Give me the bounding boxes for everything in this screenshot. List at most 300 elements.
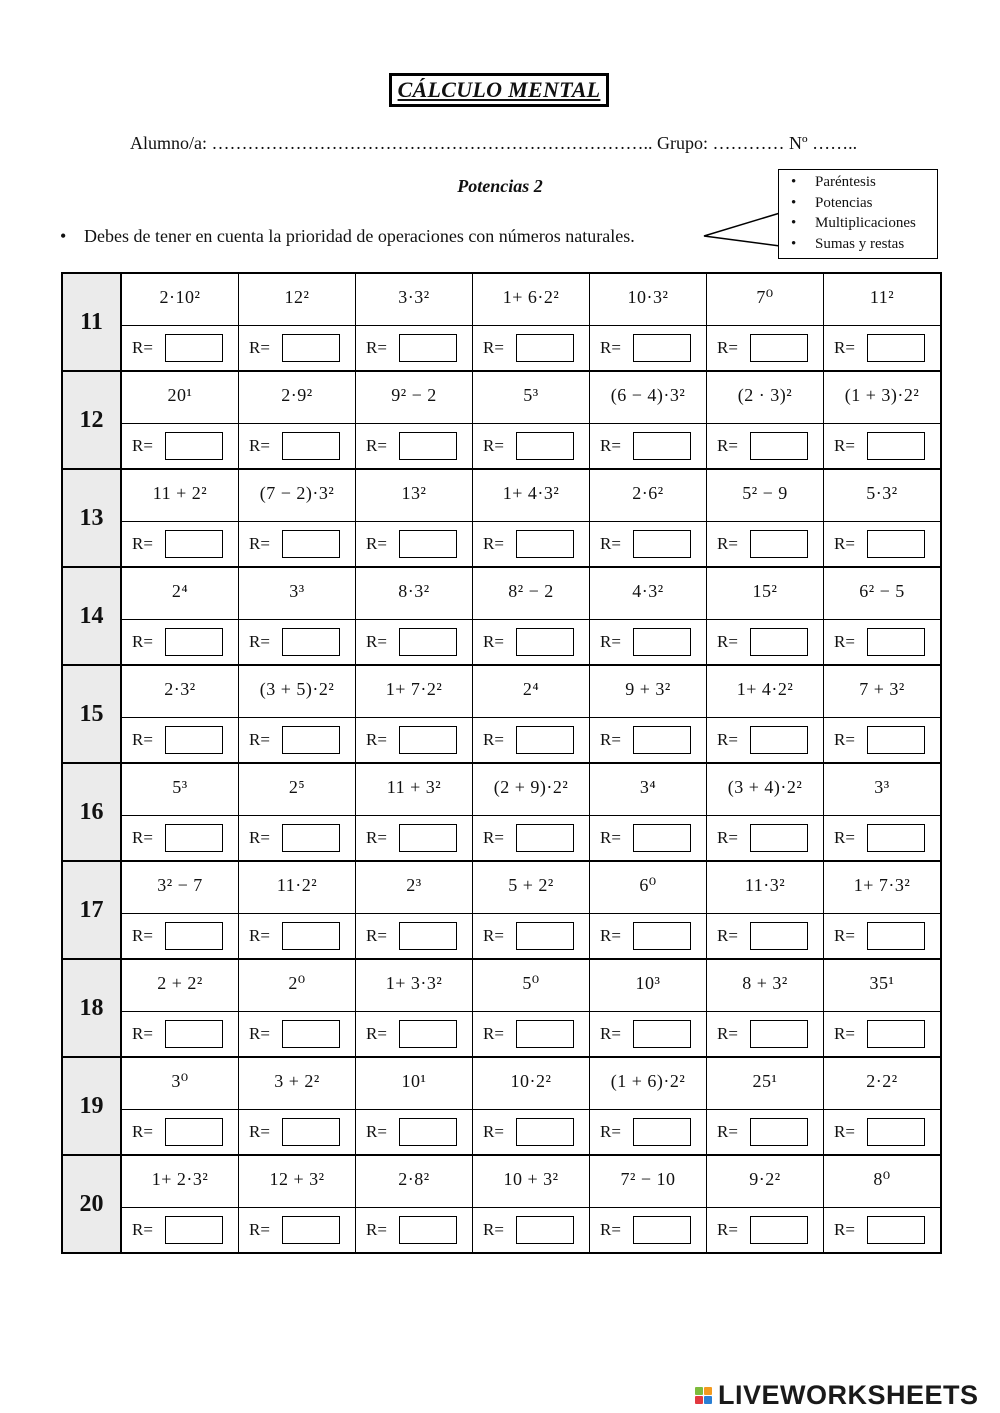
expression-text: 8⁰ <box>873 1169 891 1189</box>
expression-cell <box>473 763 590 816</box>
expression-cell <box>121 1155 239 1208</box>
answer-cell <box>239 326 356 372</box>
expression-cell <box>824 665 942 718</box>
expression-cell <box>121 763 239 816</box>
answer-label: R= <box>366 1122 387 1141</box>
answer-input[interactable] <box>750 530 808 558</box>
expression-cell <box>239 763 356 816</box>
answer-cell <box>473 1110 590 1156</box>
answer-input[interactable] <box>867 432 925 460</box>
answer-label: R= <box>366 436 387 455</box>
expression-cell <box>356 763 473 816</box>
answer-cell <box>590 1110 707 1156</box>
answer-cell <box>824 1110 942 1156</box>
answer-cell <box>473 326 590 372</box>
answer-input[interactable] <box>165 628 223 656</box>
answer-label: R= <box>834 1122 855 1141</box>
answer-row <box>62 326 941 372</box>
expression-text: 11·2² <box>276 875 318 895</box>
answer-label: R= <box>834 730 855 749</box>
answer-input[interactable] <box>165 334 223 362</box>
exercise-number: 15 <box>62 665 121 763</box>
expression-text: 3 + 2² <box>274 1071 320 1091</box>
expression-text: 11 + 3² <box>386 777 442 797</box>
instruction-line <box>60 226 635 247</box>
answer-input[interactable] <box>165 530 223 558</box>
answer-input[interactable] <box>165 1216 223 1244</box>
callout-item <box>791 234 937 255</box>
answer-label: R= <box>834 534 855 553</box>
expression-text: 35¹ <box>869 973 895 993</box>
expression-cell <box>356 1057 473 1110</box>
expression-cell <box>473 665 590 718</box>
answer-input[interactable] <box>750 1216 808 1244</box>
exercise-number: 19 <box>62 1057 121 1155</box>
answer-input[interactable] <box>399 530 457 558</box>
logo-square-blue <box>704 1396 712 1404</box>
answer-cell <box>473 718 590 764</box>
expression-text: 2·2² <box>866 1071 898 1091</box>
expression-text: 1+ 6·2² <box>502 287 560 307</box>
answer-cell <box>121 1208 239 1254</box>
answer-input[interactable] <box>399 1118 457 1146</box>
answer-cell <box>121 914 239 960</box>
expression-text: 13² <box>401 483 427 503</box>
expression-cell <box>590 861 707 914</box>
expression-cell <box>590 763 707 816</box>
expression-cell <box>356 273 473 326</box>
expression-text: 3³ <box>289 581 305 601</box>
answer-label: R= <box>600 534 621 553</box>
answer-cell <box>824 1012 942 1058</box>
expression-cell <box>707 665 824 718</box>
expression-cell <box>590 273 707 326</box>
expression-cell <box>590 469 707 522</box>
expression-text: 2·8² <box>398 1169 430 1189</box>
answer-input[interactable] <box>399 334 457 362</box>
bullet-icon: • <box>791 215 797 231</box>
answer-input[interactable] <box>516 824 574 852</box>
answer-input[interactable] <box>282 1020 340 1048</box>
answer-label: R= <box>483 1024 504 1043</box>
expression-text: 1+ 4·2² <box>736 679 794 699</box>
answer-cell <box>121 326 239 372</box>
answer-row <box>62 522 941 568</box>
answer-label: R= <box>834 926 855 945</box>
answer-label: R= <box>483 730 504 749</box>
answer-label: R= <box>249 338 270 357</box>
answer-input[interactable] <box>633 432 691 460</box>
answer-input[interactable] <box>750 824 808 852</box>
answer-cell <box>590 1208 707 1254</box>
answer-input[interactable] <box>633 726 691 754</box>
answer-input[interactable] <box>516 432 574 460</box>
answer-input[interactable] <box>282 726 340 754</box>
subtitle-text: Potencias 2 <box>457 176 543 196</box>
expression-cell <box>707 1057 824 1110</box>
expression-cell <box>824 763 942 816</box>
answer-input[interactable] <box>516 726 574 754</box>
answer-cell <box>473 620 590 666</box>
answer-input[interactable] <box>399 922 457 950</box>
callout-item-text: Sumas y restas <box>815 235 905 252</box>
answer-input[interactable] <box>633 334 691 362</box>
expression-text: 1+ 2·3² <box>151 1169 209 1189</box>
answer-input[interactable] <box>165 726 223 754</box>
answer-input[interactable] <box>867 1216 925 1244</box>
worksheet-title-text: CÁLCULO MENTAL <box>397 77 601 102</box>
logo-square-green <box>695 1387 703 1395</box>
expression-cell <box>356 1155 473 1208</box>
answer-cell <box>707 620 824 666</box>
answer-label: R= <box>717 1220 738 1239</box>
answer-cell <box>824 1208 942 1254</box>
expression-cell <box>824 1057 942 1110</box>
answer-cell <box>473 1012 590 1058</box>
expression-cell <box>356 469 473 522</box>
answer-label: R= <box>483 632 504 651</box>
answer-label: R= <box>600 632 621 651</box>
answer-cell <box>356 1012 473 1058</box>
answer-row <box>62 914 941 960</box>
answer-input[interactable] <box>750 922 808 950</box>
answer-cell <box>473 1208 590 1254</box>
expression-text: 2·6² <box>632 483 664 503</box>
answer-label: R= <box>366 534 387 553</box>
answer-input[interactable] <box>282 922 340 950</box>
expression-cell <box>590 371 707 424</box>
expression-text: 2⁰ <box>288 973 306 993</box>
expression-cell <box>121 959 239 1012</box>
answer-cell <box>824 816 942 862</box>
expression-cell <box>473 1057 590 1110</box>
expression-cell <box>707 1155 824 1208</box>
answer-input[interactable] <box>867 726 925 754</box>
answer-label: R= <box>600 436 621 455</box>
answer-cell <box>824 914 942 960</box>
expression-text: 15² <box>752 581 778 601</box>
answer-cell <box>590 816 707 862</box>
answer-cell <box>356 424 473 470</box>
answer-label: R= <box>132 436 153 455</box>
expression-row <box>62 371 941 424</box>
expression-cell <box>121 273 239 326</box>
answer-label: R= <box>132 1122 153 1141</box>
answer-cell <box>707 718 824 764</box>
answer-input[interactable] <box>399 628 457 656</box>
answer-label: R= <box>834 338 855 357</box>
answer-input[interactable] <box>516 1118 574 1146</box>
answer-input[interactable] <box>516 530 574 558</box>
expression-text: 9·2² <box>749 1169 781 1189</box>
answer-input[interactable] <box>867 922 925 950</box>
answer-input[interactable] <box>750 726 808 754</box>
answer-cell <box>590 1012 707 1058</box>
answer-cell <box>356 522 473 568</box>
answer-label: R= <box>366 730 387 749</box>
exercise-number: 12 <box>62 371 121 469</box>
expression-cell <box>356 861 473 914</box>
answer-cell <box>121 1012 239 1058</box>
answer-cell <box>239 718 356 764</box>
answer-row <box>62 1110 941 1156</box>
answer-cell <box>473 914 590 960</box>
answer-input[interactable] <box>282 628 340 656</box>
answer-label: R= <box>717 1122 738 1141</box>
instruction-text: Debes de tener en cuenta la prioridad de operaciones con números naturales. <box>84 226 635 246</box>
answer-input[interactable] <box>633 922 691 950</box>
callout-item <box>791 213 937 234</box>
answer-label: R= <box>600 730 621 749</box>
expression-text: 11² <box>869 287 895 307</box>
expression-text: 10³ <box>635 973 661 993</box>
expression-text: 2 + 2² <box>157 973 203 993</box>
expression-cell <box>239 567 356 620</box>
answer-label: R= <box>132 1024 153 1043</box>
bullet-icon: • <box>791 174 797 190</box>
answer-input[interactable] <box>867 1020 925 1048</box>
priority-callout <box>778 169 938 259</box>
expression-cell <box>473 861 590 914</box>
answer-cell <box>707 1012 824 1058</box>
expression-cell <box>473 1155 590 1208</box>
answer-input[interactable] <box>516 628 574 656</box>
answer-label: R= <box>483 1220 504 1239</box>
bullet-icon: • <box>791 235 797 252</box>
expression-cell <box>239 861 356 914</box>
exercise-number: 18 <box>62 959 121 1057</box>
answer-input[interactable] <box>633 628 691 656</box>
expression-cell <box>356 567 473 620</box>
expression-cell <box>707 273 824 326</box>
answer-cell <box>824 718 942 764</box>
answer-label: R= <box>366 1220 387 1239</box>
answer-input[interactable] <box>282 824 340 852</box>
answer-label: R= <box>249 1122 270 1141</box>
answer-label: R= <box>600 1220 621 1239</box>
expression-text: 5 + 2² <box>508 875 554 895</box>
exercise-number: 20 <box>62 1155 121 1253</box>
answer-input[interactable] <box>750 1020 808 1048</box>
answer-cell <box>239 914 356 960</box>
expression-row <box>62 763 941 816</box>
expression-cell <box>590 1057 707 1110</box>
expression-text: 2⁴ <box>171 581 189 601</box>
expression-text: (1 + 6)·2² <box>610 1071 686 1091</box>
logo-mark-icon <box>695 1387 712 1404</box>
expression-text: 20¹ <box>167 385 193 405</box>
answer-label: R= <box>600 338 621 357</box>
expression-text: 8·3² <box>398 581 430 601</box>
answer-label: R= <box>132 926 153 945</box>
brand-name: LIVEWORKSHEETS <box>718 1380 979 1410</box>
answer-cell <box>707 1208 824 1254</box>
answer-label: R= <box>600 926 621 945</box>
expression-text: 5·3² <box>866 483 898 503</box>
expression-text: 8² − 2 <box>508 581 554 601</box>
expression-text: 11·3² <box>744 875 786 895</box>
exercise-grid <box>61 272 942 1254</box>
answer-input[interactable] <box>867 530 925 558</box>
answer-label: R= <box>366 1024 387 1043</box>
answer-cell <box>356 1208 473 1254</box>
answer-cell <box>590 620 707 666</box>
answer-input[interactable] <box>516 1020 574 1048</box>
expression-text: 10·2² <box>510 1071 552 1091</box>
answer-input[interactable] <box>399 726 457 754</box>
answer-input[interactable] <box>633 530 691 558</box>
expression-cell <box>590 959 707 1012</box>
answer-input[interactable] <box>282 530 340 558</box>
answer-cell <box>121 816 239 862</box>
expression-text: 7² − 10 <box>620 1169 676 1189</box>
exercise-number: 17 <box>62 861 121 959</box>
answer-input[interactable] <box>633 1020 691 1048</box>
answer-label: R= <box>717 338 738 357</box>
answer-label: R= <box>483 1122 504 1141</box>
expression-text: 3·3² <box>398 287 430 307</box>
answer-label: R= <box>600 1024 621 1043</box>
expression-cell <box>473 273 590 326</box>
answer-input[interactable] <box>165 1020 223 1048</box>
answer-input[interactable] <box>399 432 457 460</box>
answer-cell <box>239 620 356 666</box>
answer-input[interactable] <box>165 1118 223 1146</box>
expression-text: (6 − 4)·3² <box>610 385 686 405</box>
expression-cell <box>356 371 473 424</box>
answer-input[interactable] <box>633 1216 691 1244</box>
answer-input[interactable] <box>867 334 925 362</box>
expression-cell <box>590 1155 707 1208</box>
expression-text: 9² − 2 <box>391 385 437 405</box>
logo-square-red <box>695 1396 703 1404</box>
callout-item <box>791 193 937 214</box>
answer-cell <box>121 424 239 470</box>
answer-input[interactable] <box>633 1118 691 1146</box>
callout-item <box>791 172 937 193</box>
answer-label: R= <box>834 436 855 455</box>
answer-input[interactable] <box>516 334 574 362</box>
expression-cell <box>121 371 239 424</box>
answer-cell <box>590 914 707 960</box>
answer-row <box>62 1208 941 1254</box>
answer-label: R= <box>834 1024 855 1043</box>
answer-input[interactable] <box>516 922 574 950</box>
expression-cell <box>707 959 824 1012</box>
logo-square-orange <box>704 1387 712 1395</box>
expression-cell <box>473 371 590 424</box>
answer-label: R= <box>834 632 855 651</box>
answer-input[interactable] <box>750 1118 808 1146</box>
expression-cell <box>824 371 942 424</box>
answer-cell <box>590 718 707 764</box>
answer-row <box>62 424 941 470</box>
expression-text: 6⁰ <box>639 875 657 895</box>
answer-label: R= <box>483 436 504 455</box>
answer-label: R= <box>366 632 387 651</box>
expression-text: 10 + 3² <box>503 1169 559 1189</box>
answer-cell <box>824 522 942 568</box>
student-info-line: Alumno/a: ……………………………………………………………….. Grupo: ………… Nº …….. <box>130 133 858 153</box>
answer-label: R= <box>366 338 387 357</box>
expression-text: 3² − 7 <box>157 875 203 895</box>
answer-input[interactable] <box>282 1216 340 1244</box>
answer-input[interactable] <box>165 922 223 950</box>
answer-input[interactable] <box>282 334 340 362</box>
answer-label: R= <box>249 534 270 553</box>
expression-text: 3⁴ <box>639 777 657 797</box>
answer-label: R= <box>132 632 153 651</box>
expression-text: 2·10² <box>159 287 201 307</box>
answer-input[interactable] <box>399 1216 457 1244</box>
answer-cell <box>356 1110 473 1156</box>
answer-input[interactable] <box>165 432 223 460</box>
answer-input[interactable] <box>750 432 808 460</box>
expression-text: (3 + 4)·2² <box>727 777 803 797</box>
answer-input[interactable] <box>399 824 457 852</box>
answer-label: R= <box>132 828 153 847</box>
answer-cell <box>590 424 707 470</box>
answer-label: R= <box>717 730 738 749</box>
answer-label: R= <box>834 828 855 847</box>
answer-input[interactable] <box>867 1118 925 1146</box>
answer-input[interactable] <box>282 1118 340 1146</box>
answer-input[interactable] <box>750 334 808 362</box>
answer-cell <box>239 522 356 568</box>
answer-input[interactable] <box>165 824 223 852</box>
answer-label: R= <box>249 828 270 847</box>
answer-label: R= <box>717 436 738 455</box>
expression-text: 2·9² <box>281 385 313 405</box>
answer-input[interactable] <box>282 432 340 460</box>
answer-label: R= <box>249 926 270 945</box>
expression-cell <box>824 1155 942 1208</box>
expression-cell <box>239 959 356 1012</box>
answer-label: R= <box>600 828 621 847</box>
expression-text: 1+ 4·3² <box>502 483 560 503</box>
answer-label: R= <box>600 1122 621 1141</box>
answer-cell <box>356 914 473 960</box>
expression-text: 6² − 5 <box>859 581 905 601</box>
answer-input[interactable] <box>750 628 808 656</box>
answer-label: R= <box>249 436 270 455</box>
answer-cell <box>239 816 356 862</box>
answer-label: R= <box>717 828 738 847</box>
answer-label: R= <box>483 534 504 553</box>
answer-cell <box>121 620 239 666</box>
expression-text: 9 + 3² <box>625 679 671 699</box>
answer-label: R= <box>366 926 387 945</box>
answer-input[interactable] <box>867 824 925 852</box>
expression-text: 4·3² <box>632 581 664 601</box>
expression-text: 10·3² <box>627 287 669 307</box>
expression-cell <box>239 371 356 424</box>
expression-cell <box>707 567 824 620</box>
answer-label: R= <box>717 632 738 651</box>
expression-row <box>62 665 941 718</box>
answer-input[interactable] <box>867 628 925 656</box>
answer-input[interactable] <box>516 1216 574 1244</box>
worksheet-title <box>389 73 609 107</box>
answer-input[interactable] <box>633 824 691 852</box>
answer-row <box>62 620 941 666</box>
answer-cell <box>707 522 824 568</box>
answer-cell <box>356 816 473 862</box>
expression-text: 5³ <box>523 385 539 405</box>
expression-text: 5³ <box>172 777 188 797</box>
answer-input[interactable] <box>399 1020 457 1048</box>
expression-text: 5² − 9 <box>742 483 788 503</box>
